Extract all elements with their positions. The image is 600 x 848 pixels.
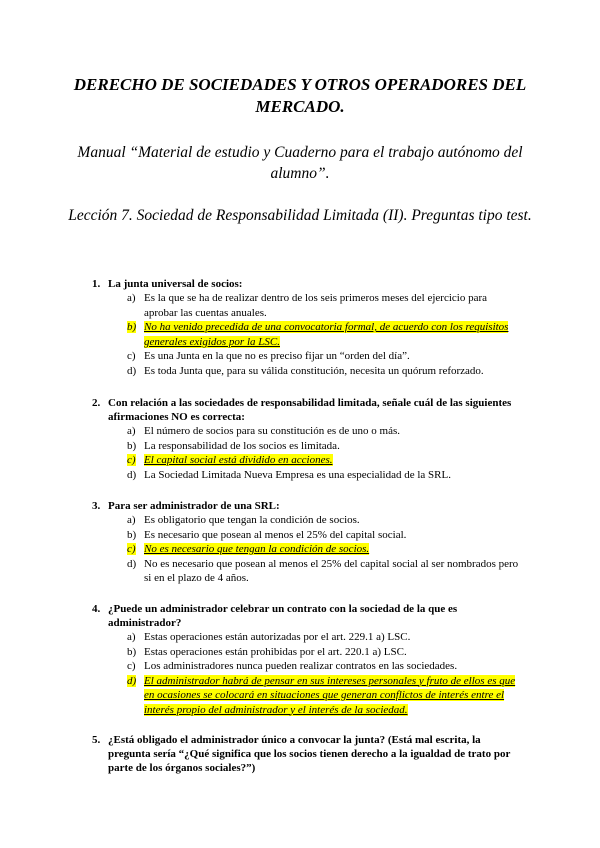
question-number: 2.: [92, 397, 101, 409]
question-3: [92, 499, 522, 586]
option-a: [127, 291, 522, 320]
option-d: [127, 557, 522, 586]
question-text: ¿Puede un administrador celebrar un contrato con la sociedad de la que es administrador?: [108, 603, 458, 629]
option-letter: d): [127, 674, 137, 687]
question-1: [92, 277, 522, 378]
option-letter: a): [127, 514, 136, 526]
option-d: [127, 468, 522, 483]
option-text: El número de socios para su constitución es de uno o más.: [144, 425, 401, 437]
question-number: 1.: [92, 278, 101, 290]
option-letter: c): [127, 454, 136, 466]
option-letter: d): [127, 468, 137, 481]
option-letter: c): [127, 350, 136, 362]
option-text: Es una Junta en la que no es preciso fijar un “orden del día”.: [144, 350, 410, 362]
option-text: Es obligatorio que tengan la condición de socios.: [144, 514, 360, 526]
option-text: No ha venido precedida de una convocatoria formal, de acuerdo con los requisitos generales exigidos por la LSC.: [144, 321, 509, 348]
question-number: 4.: [92, 603, 101, 615]
question-text: Para ser administrador de una SRL:: [108, 500, 280, 512]
option-text: Estas operaciones están autorizadas por el art. 229.1 a) LSC.: [144, 631, 411, 643]
option-b: [127, 645, 522, 660]
option-letter: c): [127, 543, 136, 555]
question-text: La junta universal de socios:: [108, 278, 243, 290]
option-text: Es la que se ha de realizar dentro de los seis primeros meses del ejercicio para aprobar las cuentas anuales.: [144, 292, 487, 319]
option-a: [127, 424, 522, 439]
question-4: [92, 602, 522, 717]
question-2: [92, 396, 522, 482]
option-letter: b): [127, 528, 137, 541]
option-letter: a): [127, 292, 136, 304]
option-letter: d): [127, 364, 137, 377]
option-c-highlighted: [127, 542, 522, 557]
option-text: Los administradores nunca pueden realizar contratos en las sociedades.: [144, 660, 458, 672]
option-b-highlighted: [127, 320, 522, 349]
option-text: Es toda Junta que, para su válida constitución, necesita un quórum reforzado.: [144, 364, 484, 377]
option-text: Estas operaciones están prohibidas por el art. 220.1 a) LSC.: [144, 645, 407, 658]
option-text: Es necesario que posean al menos el 25% del capital social.: [144, 528, 407, 541]
question-text: ¿Está obligado el administrador único a convocar la junta? (Está mal escrita, la pregunta sería “¿Qué significa que los socios tienen derecho a la igualdad de trato por parte de los órganos sociales?”): [108, 734, 511, 774]
option-c: [127, 349, 522, 364]
option-letter: a): [127, 631, 136, 643]
option-letter: c): [127, 660, 136, 672]
option-text: No es necesario que posean al menos el 25% del capital social al ser nombrados pero si en el plazo de 4 años.: [144, 557, 519, 584]
option-letter: b): [127, 321, 137, 333]
option-text: El administrador habrá de pensar en sus intereses personales y fruto de ellos es que en ocasiones se colocará en situaciones que generan conflictos de interés entre el interés propio del administrador y el interés de la sociedad.: [144, 674, 516, 716]
option-letter: b): [127, 645, 137, 658]
option-letter: a): [127, 425, 136, 437]
document-subtitle: Manual “Material de estudio y Cuaderno para el trabajo autónomo del alumno”.: [77, 144, 523, 182]
option-letter: b): [127, 439, 137, 452]
option-b: [127, 439, 522, 454]
document-title: DERECHO DE SOCIEDADES Y OTROS OPERADORES DEL MERCADO.: [73, 75, 527, 116]
option-text: No es necesario que tengan la condición de socios.: [144, 543, 370, 555]
question-number: 5.: [92, 734, 101, 746]
question-text: Con relación a las sociedades de responsabilidad limitada, señale cuál de las siguientes afirmaciones NO es correcta:: [108, 397, 512, 423]
option-d: [127, 364, 522, 379]
option-text: La responsabilidad de los socios es limitada.: [144, 439, 340, 452]
option-text: El capital social está dividido en acciones.: [144, 454, 333, 466]
option-d-highlighted: [127, 674, 522, 718]
option-letter: d): [127, 557, 137, 570]
option-c: [127, 659, 522, 674]
option-a: [127, 630, 522, 645]
option-text: La Sociedad Limitada Nueva Empresa es una especialidad de la SRL.: [144, 468, 451, 481]
option-b: [127, 528, 522, 543]
option-c-highlighted: [127, 453, 522, 468]
question-5: [92, 733, 522, 775]
lesson-heading: Lección 7. Sociedad de Responsabilidad Limitada (II). Preguntas tipo test.: [68, 207, 532, 224]
question-number: 3.: [92, 500, 101, 512]
option-a: [127, 513, 522, 528]
